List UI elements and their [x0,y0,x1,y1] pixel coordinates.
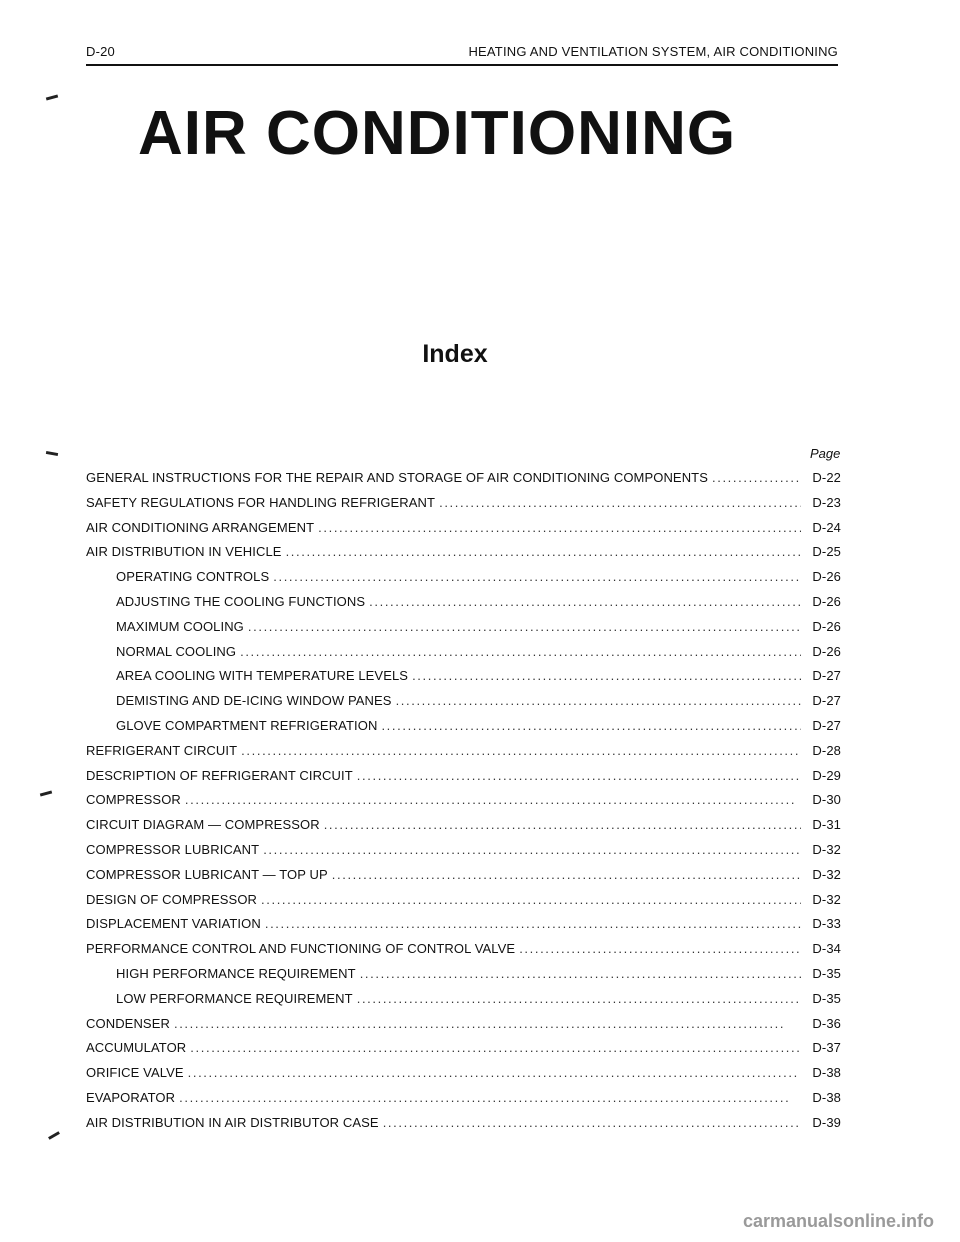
entry-title: GENERAL INSTRUCTIONS FOR THE REPAIR AND STORAGE OF AIR CONDITIONING COMPONENTS [86,470,708,485]
entry-page: D-38 [812,1089,841,1105]
dot-leader [357,991,801,1006]
margin-mark [48,1131,60,1140]
dot-leader [712,470,801,485]
index-entry[interactable] [86,941,841,966]
entry-title: OPERATING CONTROLS [116,569,270,585]
entry-title: CONDENSER [86,1015,170,1031]
dot-leader [369,594,801,609]
entry-title: HIGH PERFORMANCE REQUIREMENT [116,965,356,981]
entry-page: D-34 [812,941,841,957]
dot-leader [360,966,801,981]
index-entry[interactable] [86,743,841,768]
index-entry[interactable] [86,916,841,941]
index-entry[interactable] [86,768,841,793]
entry-page: D-26 [812,593,841,609]
entry-page: D-27 [812,693,841,709]
index-entry[interactable] [86,991,841,1016]
entry-page: D-26 [812,618,841,634]
index-entry[interactable] [86,1090,841,1115]
margin-mark [46,451,58,456]
entry-page: D-23 [812,494,841,510]
dot-leader [265,916,801,931]
entry-title: AIR DISTRIBUTION IN AIR DISTRIBUTOR CASE [86,1114,379,1130]
header-section-title: HEATING AND VENTILATION SYSTEM, AIR CONDITIONING [468,44,838,59]
entry-page: D-26 [812,643,841,659]
entry-title: REFRIGERANT CIRCUIT [86,742,238,758]
dot-leader [273,569,801,584]
entry-page: D-24 [812,519,841,535]
index-entry[interactable] [86,668,841,693]
entry-page: D-33 [812,916,841,932]
entry-page: D-29 [812,767,841,783]
index-entry[interactable] [86,495,841,520]
index-entry[interactable] [86,470,841,495]
entry-page: D-26 [812,569,841,585]
index-entry[interactable] [86,693,841,718]
entry-page: D-27 [812,668,841,684]
entry-page: D-37 [812,1040,841,1056]
entry-page: D-25 [812,544,841,560]
entry-title: MAXIMUM COOLING [116,618,244,634]
dot-leader [396,693,801,708]
entry-page: D-30 [812,792,841,808]
dot-leader [324,817,801,832]
page-header [86,44,838,66]
dot-leader [332,867,801,882]
entry-page: D-35 [812,965,841,981]
entry-page: D-28 [812,742,841,758]
watermark: carmanualsonline.info [742,1211,934,1231]
entry-page: D-32 [812,841,841,857]
index-entry[interactable] [86,1040,841,1065]
entry-title: CIRCUIT DIAGRAM — COMPRESSOR [86,817,320,833]
index-entry[interactable] [86,619,841,644]
entry-page: D-32 [812,866,841,882]
index-entry[interactable] [86,544,841,569]
entry-page: D-31 [812,817,841,833]
dot-leader [174,1016,801,1031]
entry-page: D-27 [812,717,841,733]
dot-leader [240,644,801,659]
dot-leader [185,792,801,807]
index-entry[interactable] [86,718,841,743]
margin-mark [46,94,58,100]
entry-title: PERFORMANCE CONTROL AND FUNCTIONING OF CONTROL VALVE [86,941,516,957]
dot-leader [318,520,801,535]
dot-leader [383,1115,801,1130]
index-entry[interactable] [86,817,841,842]
dot-leader [439,495,801,510]
dot-leader [286,544,801,559]
index-entry[interactable] [86,1065,841,1090]
entry-title: COMPRESSOR LUBRICANT — TOP UP [86,866,328,882]
entry-title: EVAPORATOR [86,1089,176,1105]
header-page-number: D-20 [86,44,115,59]
index-entry[interactable] [86,520,841,545]
entry-title: LOW PERFORMANCE REQUIREMENT [116,990,353,1006]
entry-title: ADJUSTING THE COOLING FUNCTIONS [116,593,366,609]
dot-leader [188,1065,801,1080]
index-heading: Index [422,340,488,368]
entry-title: DEMISTING AND DE-ICING WINDOW PANES [116,693,392,709]
entry-title: COMPRESSOR [86,792,181,808]
dot-leader [190,1040,801,1055]
index-entry[interactable] [86,892,841,917]
entry-page: D-22 [812,470,841,485]
entry-title: COMPRESSOR LUBRICANT [86,841,260,857]
entry-title: AIR CONDITIONING ARRANGEMENT [86,519,315,535]
entry-title: ORIFICE VALVE [86,1065,184,1081]
entry-title: AREA COOLING WITH TEMPERATURE LEVELS [116,668,409,684]
index-list [86,470,841,1140]
dot-leader [248,619,801,634]
index-entry[interactable] [86,792,841,817]
entry-page: D-36 [812,1015,841,1031]
margin-mark [40,790,52,796]
dot-leader [381,718,801,733]
entry-page: D-35 [812,990,841,1006]
dot-leader [261,892,801,907]
dot-leader [412,668,801,683]
dot-leader [179,1090,801,1105]
dot-leader [241,743,801,758]
index-entry[interactable] [86,966,841,991]
entry-title: DISPLACEMENT VARIATION [86,916,261,932]
index-entry[interactable] [86,1016,841,1041]
entry-page: D-38 [812,1065,841,1081]
entry-title: DESCRIPTION OF REFRIGERANT CIRCUIT [86,767,353,783]
entry-page: D-39 [812,1114,841,1130]
entry-title: DESIGN OF COMPRESSOR [86,891,258,907]
entry-page: D-32 [812,891,841,907]
entry-title: SAFETY REGULATIONS FOR HANDLING REFRIGERANT [86,494,436,510]
entry-title: GLOVE COMPARTMENT REFRIGERATION [116,717,378,733]
index-entry[interactable] [86,842,841,867]
index-entry[interactable] [86,867,841,892]
page-column-heading: Page [810,446,841,461]
index-entry[interactable] [86,644,841,669]
dot-leader [263,842,801,857]
index-entry[interactable] [86,594,841,619]
entry-title: NORMAL COOLING [116,643,237,659]
dot-leader [357,768,801,783]
index-entry[interactable] [86,1115,841,1140]
entry-title: ACCUMULATOR [86,1040,187,1056]
index-entry[interactable] [86,569,841,594]
page-title: AIR CONDITIONING [138,99,737,168]
entry-title: AIR DISTRIBUTION IN VEHICLE [86,544,282,560]
dot-leader [519,941,801,956]
